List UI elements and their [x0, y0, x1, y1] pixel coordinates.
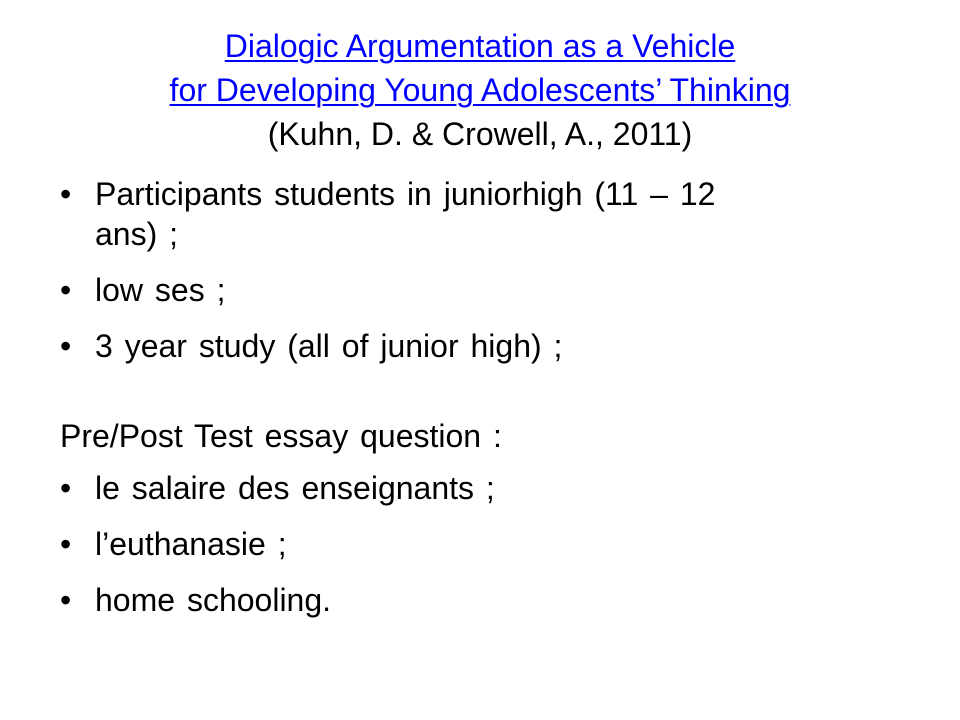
list-item	[60, 468, 780, 508]
title-link-1[interactable]: Dialogic Argumentation as a Vehicle	[224, 28, 736, 64]
list-item	[60, 326, 780, 366]
title-link-line-2[interactable]	[0, 68, 960, 112]
list-item	[60, 270, 780, 310]
bullet-text: Participants students in juniorhigh (11 – 12 ans) ;	[95, 176, 716, 252]
bullet-text: le salaire des enseignants ;	[95, 470, 495, 506]
bullet-text: 3 year study (all of junior high) ;	[95, 328, 563, 364]
title-link-line-1[interactable]	[0, 24, 960, 68]
section-heading: Pre/Post Test essay question :	[60, 418, 502, 454]
bullet-list-top	[60, 174, 780, 366]
list-item	[60, 174, 780, 254]
bullet-marker: •	[60, 272, 72, 308]
bullet-marker: •	[60, 328, 72, 364]
bullet-marker: •	[60, 526, 72, 562]
slide-title	[0, 24, 960, 156]
bullet-text: low ses ;	[95, 272, 226, 308]
bullet-marker: •	[60, 470, 72, 506]
list-item	[60, 580, 780, 620]
title-citation: (Kuhn, D. & Crowell, A., 2011)	[267, 116, 693, 152]
title-link-2[interactable]: for Developing Young Adolescents’ Thinking	[169, 72, 791, 108]
bullet-list-bottom	[60, 468, 780, 620]
bullet-text: home schooling.	[95, 582, 332, 618]
bullet-marker: •	[60, 582, 72, 618]
list-item	[60, 524, 780, 564]
bullet-text: l’euthanasie ;	[95, 526, 287, 562]
slide-body	[60, 174, 780, 636]
bullet-marker: •	[60, 176, 72, 212]
